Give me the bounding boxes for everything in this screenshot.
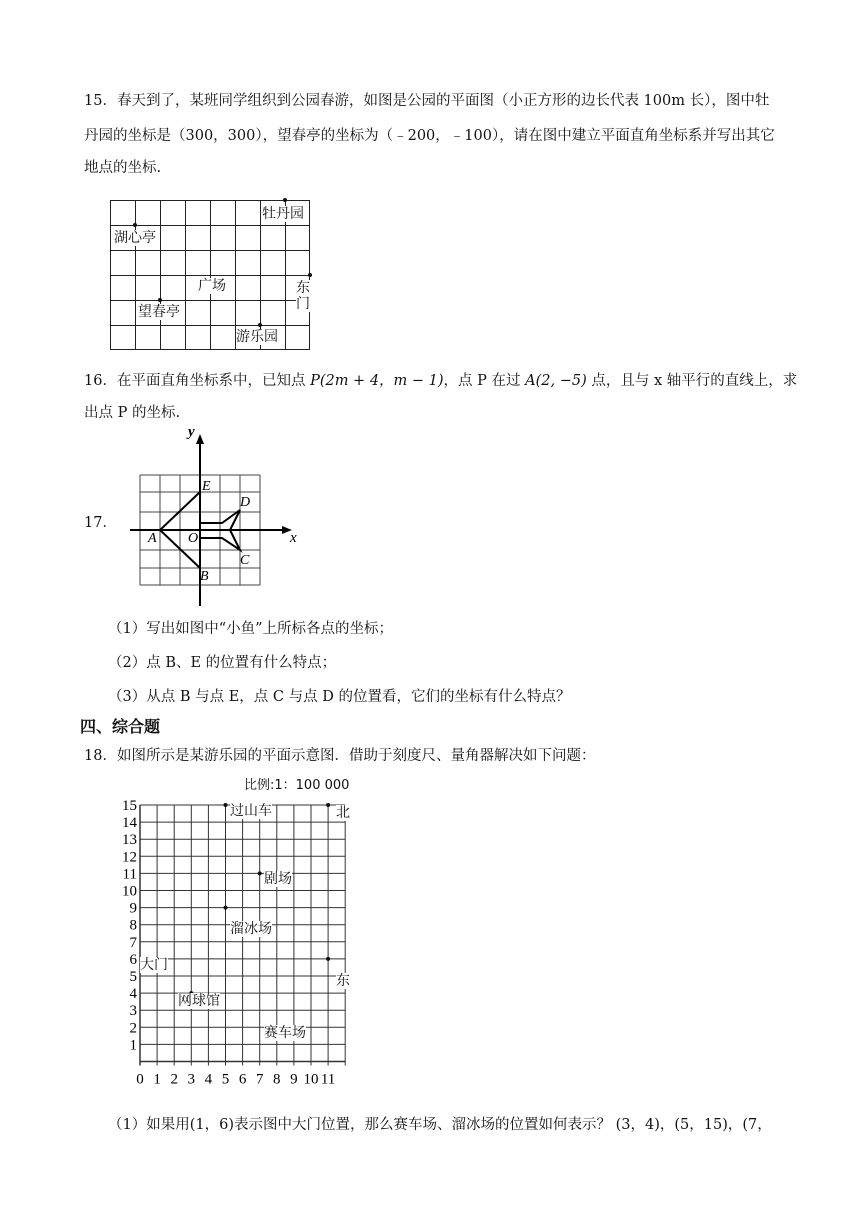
y-tick-label: 5 xyxy=(129,969,137,985)
map-label-peony: 牡丹园 xyxy=(262,206,304,222)
x-tick-label: 8 xyxy=(273,1071,281,1088)
x-tick-label: 9 xyxy=(290,1071,298,1088)
x-tick-label: 6 xyxy=(238,1071,247,1088)
x-tick-label: 0 xyxy=(136,1071,144,1088)
map-label-lake-pavilion: 湖心亭 xyxy=(114,230,156,246)
q16-text-b: ，点 P 在过 xyxy=(443,373,526,389)
park-map-grid xyxy=(110,200,310,350)
place-marker xyxy=(326,803,330,807)
fish-point-c: C xyxy=(240,553,250,568)
place-tennis-hall: 网球馆 xyxy=(178,993,220,1009)
fish-figure xyxy=(130,424,310,610)
x-tick-label: 4 xyxy=(204,1071,213,1088)
place-marker xyxy=(224,906,228,910)
q15-line3: 地点的坐标. xyxy=(84,160,162,176)
q16-text-a: 16．在平面直角坐标系中，已知点 xyxy=(84,373,311,389)
map-label-square: 广场 xyxy=(198,278,226,294)
place-marker xyxy=(258,871,262,875)
fish-coordinate-grid xyxy=(130,424,310,610)
q16-text-c: 点，且与 x 轴平行的直线上，求 xyxy=(586,373,798,389)
north-label: 北 xyxy=(336,805,350,821)
section-4-title: 四、综合题 xyxy=(80,717,161,736)
fish-point-d: D xyxy=(240,495,251,510)
q16-point-a: A(2, −5) xyxy=(525,373,587,389)
fish-point-a: A xyxy=(148,531,157,546)
q17-sub3: （3）从点 B 与点 E，点 C 与点 D 的位置看，它们的坐标有什么特点？ xyxy=(108,689,571,705)
place-roller-coaster: 过山车 xyxy=(230,803,272,819)
y-tick-label: 4 xyxy=(129,986,137,1003)
park-map xyxy=(110,200,310,350)
map-label-spring-pavilion: 望春亭 xyxy=(138,304,180,320)
fish-point-e: E xyxy=(202,479,211,494)
place-racing-track: 赛车场 xyxy=(264,1025,306,1041)
place-marker xyxy=(224,803,228,807)
fish-point-o: O xyxy=(188,531,199,546)
amusement-park-grid xyxy=(122,775,368,1100)
y-tick-label: 12 xyxy=(122,849,137,866)
x-tick-label: 7 xyxy=(255,1071,264,1088)
q17-sub2: （2）点 B、E 的位置有什么特点； xyxy=(108,655,337,671)
y-tick-label: 10 xyxy=(122,883,137,900)
x-tick-label: 3 xyxy=(187,1071,196,1088)
map-scale: 比例:1：100 000 xyxy=(244,778,350,793)
place-marker xyxy=(326,957,330,961)
y-tick-label: 9 xyxy=(129,900,137,917)
x-tick-label: 10 xyxy=(303,1071,319,1088)
y-tick-label: 8 xyxy=(129,917,137,934)
y-tick-label: 14 xyxy=(122,815,137,832)
y-tick-label: 6 xyxy=(129,951,137,968)
y-tick-label: 3 xyxy=(129,1003,137,1020)
y-tick-label: 1 xyxy=(129,1037,137,1054)
y-tick-label: 7 xyxy=(129,934,137,951)
y-tick-label: 11 xyxy=(122,866,137,883)
q18-sub1: （1）如果用(1，6)表示图中大门位置，那么赛车场、溜冰场的位置如何表示？ (3，4)，(5，15)，(7， xyxy=(108,1117,772,1133)
y-tick-label: 13 xyxy=(122,832,137,849)
y-tick-label: 15 xyxy=(122,798,137,814)
q17-sub1: （1）写出如图中“小鱼”上所标各点的坐标； xyxy=(108,621,394,637)
x-tick-label: 1 xyxy=(153,1071,161,1088)
x-tick-label: 5 xyxy=(221,1071,230,1088)
fish-point-b: B xyxy=(200,569,209,584)
q16-point-p: P(2m + 4，m − 1) xyxy=(310,373,444,389)
x-tick-label: 11 xyxy=(320,1071,336,1088)
q18-line1: 18．如图所示是某游乐园的平面示意图．借助于刻度尺、量角器解决如下问题： xyxy=(84,748,596,764)
place-main-gate: 大门 xyxy=(140,957,168,973)
amusement-park-map xyxy=(122,775,368,1100)
q16-line2: 出点 P 的坐标. xyxy=(84,405,181,421)
q17-number: 17． xyxy=(84,515,117,531)
q15-line2: 丹园的坐标是（300，300），望春亭的坐标为（﹣200，﹣100），请在图中建立平面直角坐标系并写出其它 xyxy=(84,128,775,144)
place-theater: 剧场 xyxy=(264,871,292,887)
q15-line1: 15．春天到了，某班同学组织到公园春游，如图是公园的平面图（小正方形的边长代表 100m 长），图中牡 xyxy=(84,93,770,109)
place-ice-rink: 溜冰场 xyxy=(230,921,272,937)
map-label-east-gate: 东门 xyxy=(296,280,310,312)
y-tick-label: 2 xyxy=(129,1020,137,1037)
fish-axis-x: x xyxy=(290,530,297,546)
map-label-amusement: 游乐园 xyxy=(236,329,278,345)
x-tick-label: 2 xyxy=(170,1071,178,1088)
east-label: 东 xyxy=(336,973,350,989)
q16-line1 xyxy=(84,366,797,396)
fish-axis-y: y xyxy=(188,424,195,440)
